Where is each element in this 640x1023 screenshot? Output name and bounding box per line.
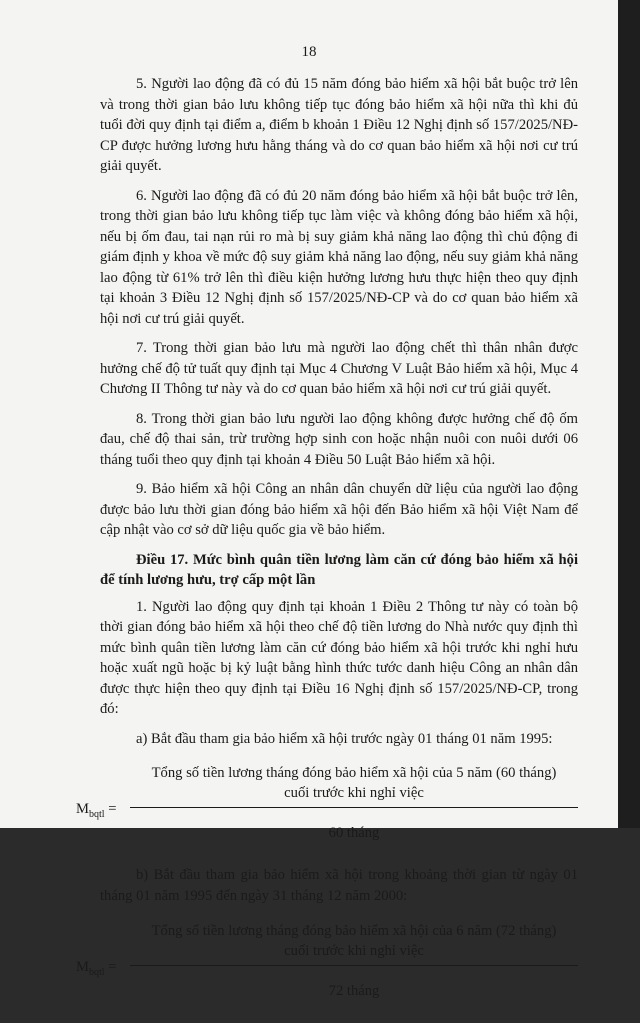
formula-lhs xyxy=(76,799,116,825)
paragraph-clause-8: 8. Trong thời gian bảo lưu người lao động không được hưởng chế độ ốm đau, chế độ thai sản, trừ trường hợp sinh con hoặc nhận nuôi con nuôi dưới 06 tháng tuổi theo quy định tại khoản 4 Điều 50 Luật Bảo hiểm xã hội. xyxy=(100,410,578,468)
formula-lhs-main: M xyxy=(76,801,89,817)
formula-case-b xyxy=(76,915,578,1015)
formula-lhs xyxy=(76,957,116,983)
paragraph-clause-7: 7. Trong thời gian bảo lưu mà người lao động chết thì thân nhân được hưởng chế độ tử tuất quy định tại Mục 4 Chương V Luật Bảo hiểm xã hội, Mục 4 Chương II Thông tư này và do cơ quan bảo hiểm xã hội nơi cư trú giải quyết. xyxy=(100,340,578,397)
paragraph-clause-9: 9. Bảo hiểm xã hội Công an nhân dân chuyển dữ liệu của người lao động được bảo lưu thời gian đóng bảo hiểm xã hội đến Bảo hiểm xã hội Việt Nam để cập nhật vào cơ sở dữ liệu quốc gia về bảo hiểm. xyxy=(100,481,578,538)
formula-case-a xyxy=(76,757,578,857)
formula-lhs-main: M xyxy=(76,959,89,975)
fraction-bar xyxy=(130,965,578,966)
case-a-label: a) Bắt đầu tham gia bảo hiểm xã hội trước ngày 01 tháng 01 năm 1995: xyxy=(136,730,553,747)
formula-denominator: 60 tháng xyxy=(328,825,380,841)
formula-numerator xyxy=(130,763,578,803)
formula-numerator-line-2: cuối trước khi nghỉ việc xyxy=(284,785,424,801)
formula-equals: = xyxy=(104,959,117,975)
formula-denominator: 72 tháng xyxy=(328,983,380,999)
formula-numerator-line-2: cuối trước khi nghỉ việc xyxy=(284,943,424,959)
paragraph-clause-5: 5. Người lao động đã có đủ 15 năm đóng bảo hiểm xã hội bắt buộc trở lên và trong thời gian bảo lưu không tiếp tục đóng bảo hiểm xã hội nữa thì khi đủ tuổi đời quy định tại điểm a, điểm b khoản 1 Điều 12 Nghị định số 157/2025/NĐ-CP được hưởng lương hưu hằng tháng và do cơ quan bảo hiểm xã hội nơi cư trú giải quyết. xyxy=(100,76,578,174)
article-17-clause-1: 1. Người lao động quy định tại khoản 1 Điều 2 Thông tư này có toàn bộ thời gian đóng bảo hiểm xã hội theo chế độ tiền lương do Nhà nước quy định thì mức bình quân tiền lương làm căn cứ đóng bảo hiểm xã hội trước khi nghỉ hưu hoặc xuất ngũ hoặc bị kỷ luật bằng hình thức tước danh hiệu Công an nhân dân được thực hiện theo quy định tại Điều 16 Nghị định số 157/2025/NĐ-CP, trong đó: xyxy=(100,598,578,717)
formula-numerator xyxy=(130,921,578,961)
formula-numerator-line-1: Tổng số tiền lương tháng đóng bảo hiểm xã hội của 6 năm (72 tháng) xyxy=(151,923,557,939)
formula-lhs-sub: bqtl xyxy=(88,966,105,978)
case-b-label: b) Bắt đầu tham gia bảo hiểm xã hội trong khoảng thời gian từ ngày 01 tháng 01 năm 1995 đến ngày 31 tháng 12 năm 2000: xyxy=(100,867,578,904)
scan-edge-shadow xyxy=(618,0,640,828)
paragraph-clause-6: 6. Người lao động đã có đủ 20 năm đóng bảo hiểm xã hội bắt buộc trở lên, trong thời gian bảo lưu không tiếp tục làm việc và không đóng bảo hiểm xã hội, nếu bị ốm đau, tai nạn rủi ro mà bị suy giảm khả năng lao động thì chủ động đi giám định y khoa về mức độ suy giảm khả năng lao động, nếu suy giảm khả năng lao động từ 61% trở lên thì điều kiện hưởng lương hưu thực hiện theo quy định tại khoản 3 Điều 12 Nghị định số 157/2025/NĐ-CP và do cơ quan bảo hiểm xã hội nơi cư trú giải quyết. xyxy=(100,187,578,327)
formula-numerator-line-1: Tổng số tiền lương tháng đóng bảo hiểm xã hội của 5 năm (60 tháng) xyxy=(151,765,557,781)
formula-lhs-sub: bqtl xyxy=(88,808,105,820)
page-content xyxy=(76,74,578,1023)
article-17-heading: Điều 17. Mức bình quân tiền lương làm căn cứ đóng bảo hiểm xã hội để tính lương hưu, trợ cấp một lần xyxy=(100,551,578,588)
fraction-bar xyxy=(130,807,578,808)
page-number: 18 xyxy=(301,44,317,60)
formula-equals: = xyxy=(104,801,117,817)
